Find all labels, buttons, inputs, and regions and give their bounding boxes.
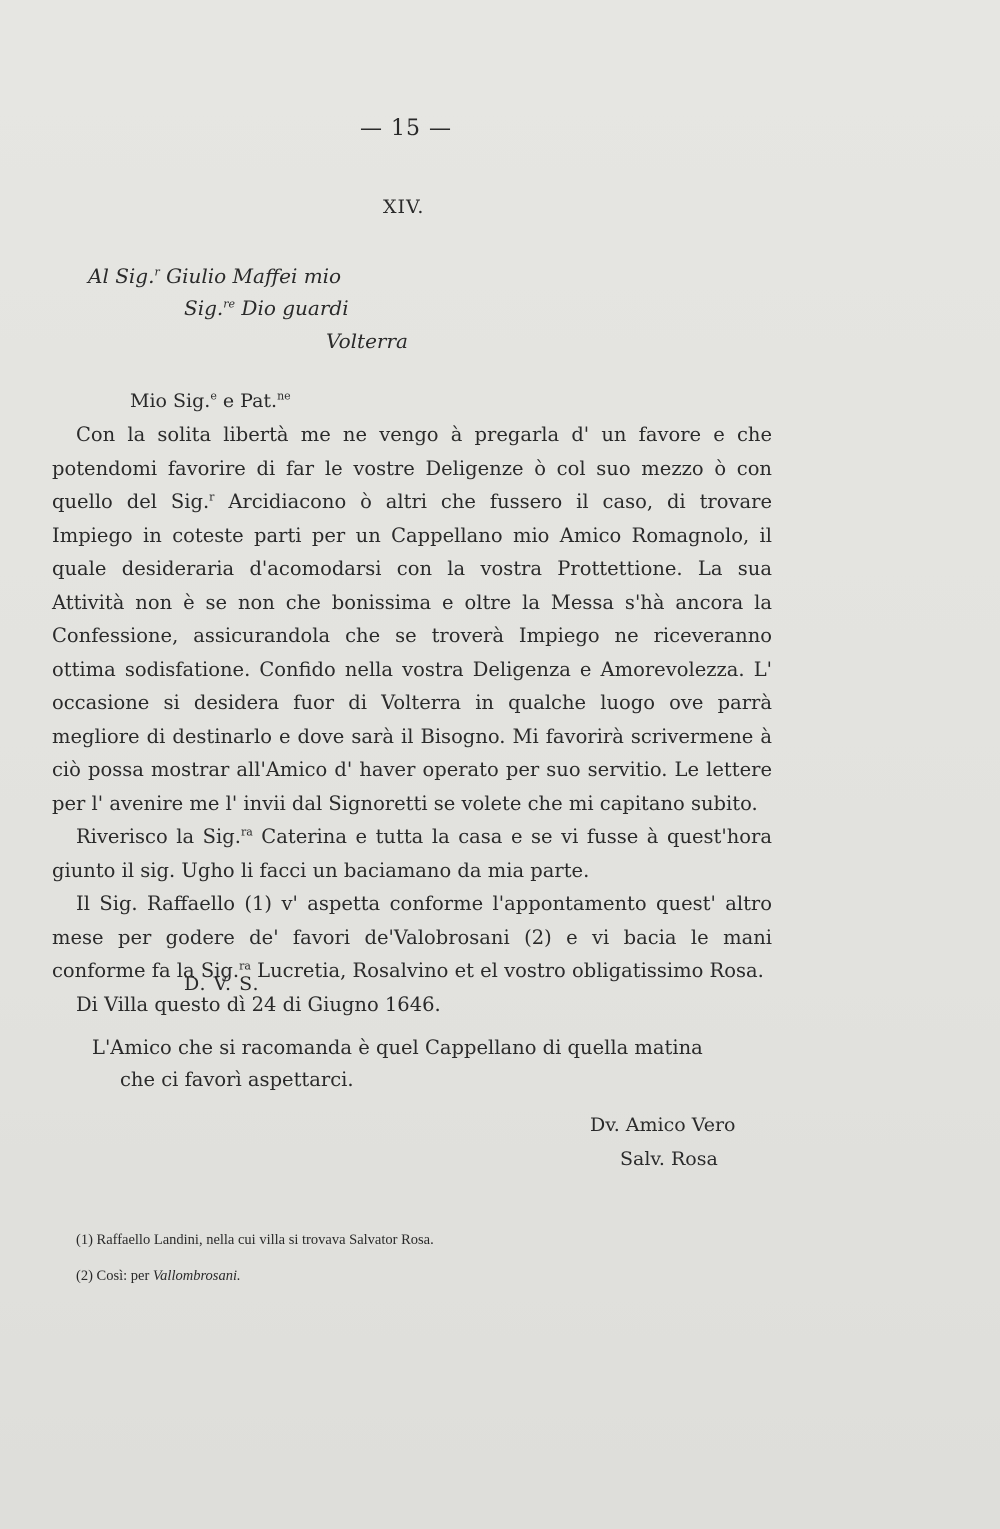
postscript-line-2: che ci favorì aspettarci. (120, 1068, 354, 1091)
date-line: Di Villa questo dì 24 di Giugno 1646. (76, 992, 441, 1016)
footnote-2: (2) Così: per Vallombrosani. (76, 1268, 241, 1284)
signature-line-2: Salv. Rosa (620, 1148, 718, 1170)
footnote-1: (1) Raffaello Landini, nella cui villa si trovava Salvator Rosa. (76, 1232, 434, 1248)
signature-line-1: Dv. Amico Vero (590, 1114, 736, 1136)
paragraph-2: Riverisco la Sig.$^{ra}$ Caterina e tutta la casa e se vi fusse à quest'hora giunto il sig. Ugho li facci un baciamano da mia parte. (52, 825, 772, 882)
closing-dvs: D. V. S. (184, 973, 260, 995)
address-line-3: Volterra (326, 329, 408, 353)
letter-body (52, 418, 772, 1021)
paragraph-3: Il Sig. Raffaello (1) v' aspetta conforme l'appontamento quest' altro mese per godere de' favori de'Valobrosani (2) e vi bacia le mani conforme fa la Sig.$^{ra}$ Lucretia, Rosalvino et el vostro obligatissimo Rosa. (52, 892, 772, 982)
page-number: — 15 — (360, 116, 452, 141)
address-line-1: Al Sig.$^r$ Giulio Maffei mio (88, 264, 342, 288)
postscript-line-1: L'Amico che si racomanda è quel Cappellano di quella matina (92, 1036, 703, 1059)
paragraph-1: Con la solita libertà me ne vengo à pregarla d' un favore e che potendomi favorire di far le vostre Deligenze ò col suo mezzo ò con quello del Sig.$^r$ Arcidiacono ò altri che fussero il caso, di trovare Impiego in coteste parti per un Cappellano mio Amico Romagnolo, il quale desideraria d'acomodarsi con la vostra Prottettione. La sua Attività non è se non che bonissima e oltre la Messa s'hà ancora la Confessione, assicurandola che se troverà Impiego ne riceveranno ottima sodisfatione. Confido nella vostra Deligenza e Amorevolezza. L' occasione si desidera fuor di Volterra in qualche luogo ove parrà megliore di destinarlo e dove sarà il Bisogno. Mi favorirà scrivermene à ciò possa mostrar all'Amico d' haver operato per suo servitio. Le lettere per l' avenire me l' invii dal Signoretti se volete che mi capitano subito. (52, 423, 772, 815)
salutation: Mio Sig.$^e$ e Pat.$^{ne}$ (130, 389, 291, 412)
letter-number: XIV. (383, 196, 425, 218)
address-line-2: Sig.$^{re}$ Dio guardi (184, 296, 349, 320)
